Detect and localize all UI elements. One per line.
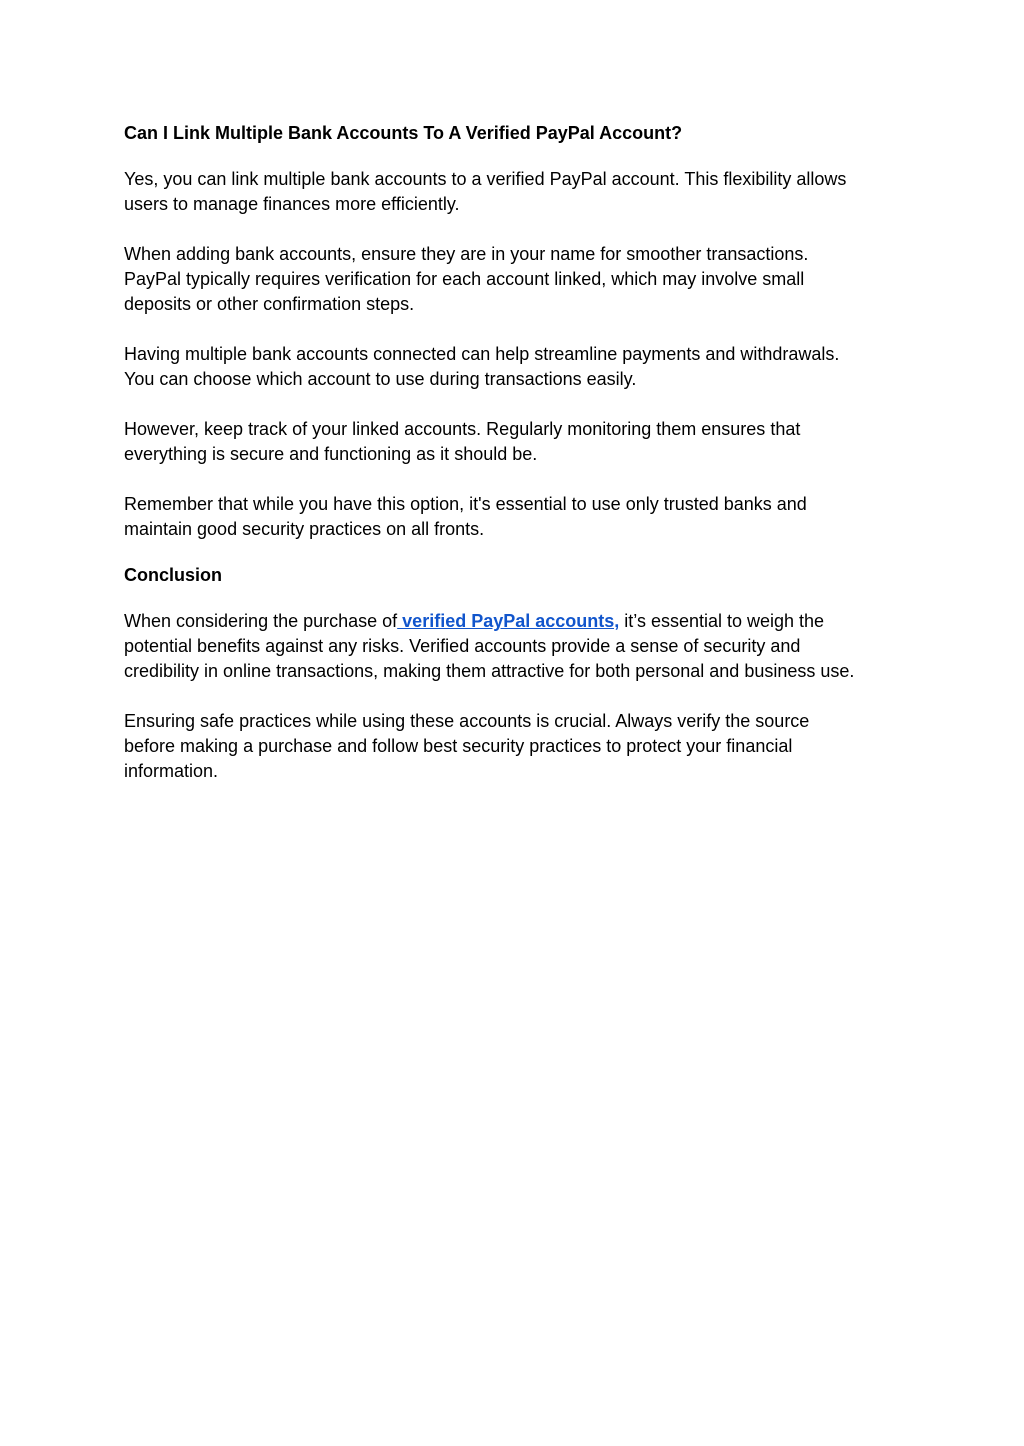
section-heading: Can I Link Multiple Bank Accounts To A Verified PayPal Account?: [124, 123, 683, 143]
paragraph: Remember that while you have this option, it's essential to use only trusted banks and maintain good security practices on all fronts.: [124, 494, 807, 539]
conclusion-heading: Conclusion: [124, 565, 222, 585]
document-page: [124, 121, 904, 809]
verified-paypal-accounts-link[interactable]: verified PayPal accounts,: [397, 611, 620, 631]
paragraph: Having multiple bank accounts connected can help streamline payments and withdrawals. You can choose which account to use during transactions easily.: [124, 344, 840, 389]
paragraph: When adding bank accounts, ensure they are in your name for smoother transactions. PayPal typically requires verification for each account linked, which may involve small deposits or other confirmation steps.: [124, 244, 809, 314]
paragraph: However, keep track of your linked accounts. Regularly monitoring them ensures that everything is secure and functioning as it should be.: [124, 419, 801, 464]
paragraph: Ensuring safe practices while using these accounts is crucial. Always verify the source before making a purchase and follow best security practices to protect your financial information.: [124, 711, 810, 781]
conclusion-paragraph: [124, 609, 904, 684]
paragraph: Yes, you can link multiple bank accounts to a verified PayPal account. This flexibility allows users to manage finances more efficiently.: [124, 169, 847, 214]
paragraph-text: it’s essential to weigh the potential benefits against any risks. Verified accounts provide a sense of security and credibility in online transactions, making them attractive for both personal and business use.: [124, 611, 855, 681]
paragraph-text: When considering the purchase of: [124, 611, 398, 631]
